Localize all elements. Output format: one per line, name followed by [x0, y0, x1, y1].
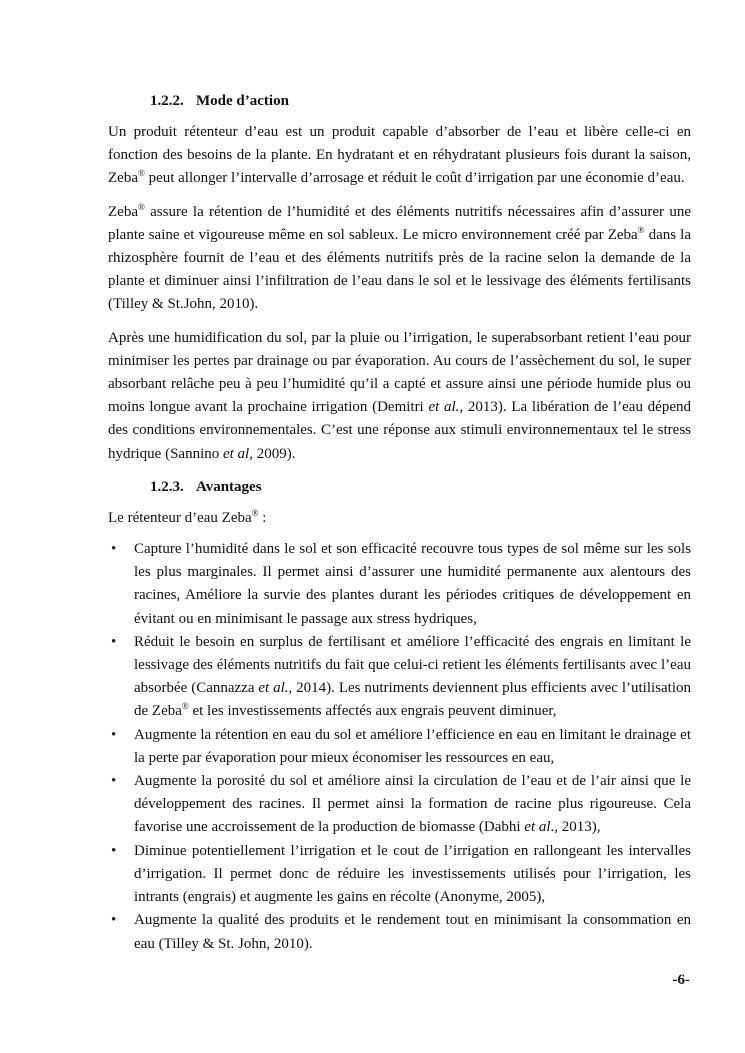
text-run: Diminue potentiellement l’irrigation et le cout de l’irrigation en rallongeant les intervalles d’irrigation. Il permet donc de réduire les investissements utilisés pour l’irrigation, les intrants (engrais) et augmente les gains en récolte (Anonyme, 2005),	[134, 842, 691, 906]
registered-mark: ®	[181, 701, 189, 712]
section-title: Mode d’action	[196, 93, 289, 109]
text-run: , 2009).	[249, 445, 296, 462]
text-run: ., 2013),	[550, 819, 601, 836]
list-item-text	[134, 912, 691, 951]
bullet-icon: •	[111, 541, 117, 558]
list-item	[108, 631, 691, 724]
paragraph	[108, 121, 691, 191]
section-heading-avantages	[150, 476, 691, 499]
advantages-list	[108, 538, 691, 956]
text-run: 2013). La libération de l’eau dépend des conditions environnementales. C’est une réponse aux stimuli environnementaux tel le stress hydrique (Sannino	[108, 399, 691, 462]
bullet-icon: •	[111, 912, 117, 929]
registered-mark: ®	[137, 201, 145, 212]
list-item	[108, 724, 691, 770]
list-item	[108, 770, 691, 840]
list-item-text	[134, 727, 691, 766]
italic-text: et al.,	[258, 680, 293, 697]
italic-text: et al.,	[428, 399, 464, 416]
list-item	[108, 538, 691, 631]
list-item	[108, 909, 691, 955]
list-item-text	[134, 541, 691, 627]
italic-text: et al	[222, 445, 250, 462]
document-page	[108, 90, 691, 956]
text-run: Un produit rétenteur d’eau est un produit capable d’absorber de l’eau et libère celle-ci en fonction des besoins de la plante. En hydratant et en réhydratant plusieurs fois durant la saison, Zeba	[108, 124, 691, 187]
italic-text: et al	[524, 819, 551, 836]
bullet-icon: •	[111, 633, 117, 650]
text-run: Augmente la qualité des produits et le rendement tout en minimisant la consommation en eau (Tilley & St. John, 2010).	[134, 912, 691, 952]
text-run: peut allonger l’intervalle d’arrosage et réduit le coût d’irrigation par une économie d’eau.	[144, 170, 685, 187]
text-run: Zeba	[108, 203, 138, 220]
list-item-text	[134, 843, 691, 905]
text-run: :	[258, 509, 267, 526]
intro-line	[108, 507, 691, 530]
list-item-text	[134, 773, 691, 835]
text-run: Capture l’humidité dans le sol et son efficacité recouvre tous types de sol même sur les sols les plus marginales. Il permet ainsi d’assurer une humidité permanente aux alentours des racines, Améliore la survie des plantes durant les périodes critiques de développement en évitant ou en minimisant le passage aux stress hydriques,	[134, 541, 691, 627]
registered-mark: ®	[637, 224, 645, 235]
bullet-icon: •	[111, 726, 117, 743]
text-run: Réduit le besoin en surplus de fertilisant et améliore l’efficacité des engrais en limitant le lessivage des éléments nutritifs du fait que celui-ci retient les éléments fertilisants avec l’eau absorbée (Cannazza	[134, 633, 691, 697]
section-number: 1.2.3.	[150, 478, 184, 495]
list-item-text	[134, 634, 691, 720]
paragraph	[108, 327, 691, 466]
text-run: et les investissements affectés aux engrais peuvent diminuer,	[188, 703, 557, 720]
bullet-icon: •	[111, 842, 117, 859]
text-run: Augmente la rétention en eau du sol et améliore l’efficience en eau en limitant le drainage et la perte par évaporation pour mieux économiser les ressources en eau,	[134, 726, 691, 766]
section-number: 1.2.2.	[150, 93, 184, 109]
section-heading-mode-action	[150, 90, 691, 113]
registered-mark: ®	[137, 168, 145, 179]
registered-mark: ®	[251, 507, 259, 518]
list-item	[108, 840, 691, 910]
text-run: 2014). Les nutriments deviennent plus efficients avec l’utilisation de Zeba	[134, 680, 691, 720]
section-title: Avantages	[196, 478, 262, 495]
text-run: assure la rétention de l’humidité et des éléments nutritifs nécessaires afin d’assurer une plante saine et vigoureuse même en sol sableux. Le micro environnement créé par Zeba	[108, 203, 691, 243]
text-run: Augmente la porosité du sol et améliore ainsi la circulation de l’eau et de l’air ainsi que le développement des racines. Il permet ainsi la formation de racine plus rigoureuse. Cela favorise une accroissement de la production de biomasse (Dabhi	[134, 773, 691, 836]
bullet-icon: •	[111, 773, 117, 790]
text-run: Après une humidification du sol, par la pluie ou l’irrigation, le superabsorbant retient l’eau pour minimiser les pertes par drainage ou par évaporation. Au cours de l’assèchement du sol, le super absorbant relâche peu à peu l’humidité qu’il a capté et assure ainsi une période humide plus ou moins longue avant la prochaine irrigation (Demitri	[108, 329, 691, 416]
paragraph	[108, 201, 691, 317]
text-run: Le rétenteur d’eau Zeba	[108, 509, 252, 526]
page-number: -6-	[672, 972, 690, 988]
text-run: dans la rhizosphère fournit de l’eau et des éléments nutritifs près de la racine selon la demande de la plante et diminuer ainsi l’infiltration de l’eau dans le sol et le lessivage des éléments fertilisants (Tilley & St.John, 2010).	[108, 226, 691, 313]
